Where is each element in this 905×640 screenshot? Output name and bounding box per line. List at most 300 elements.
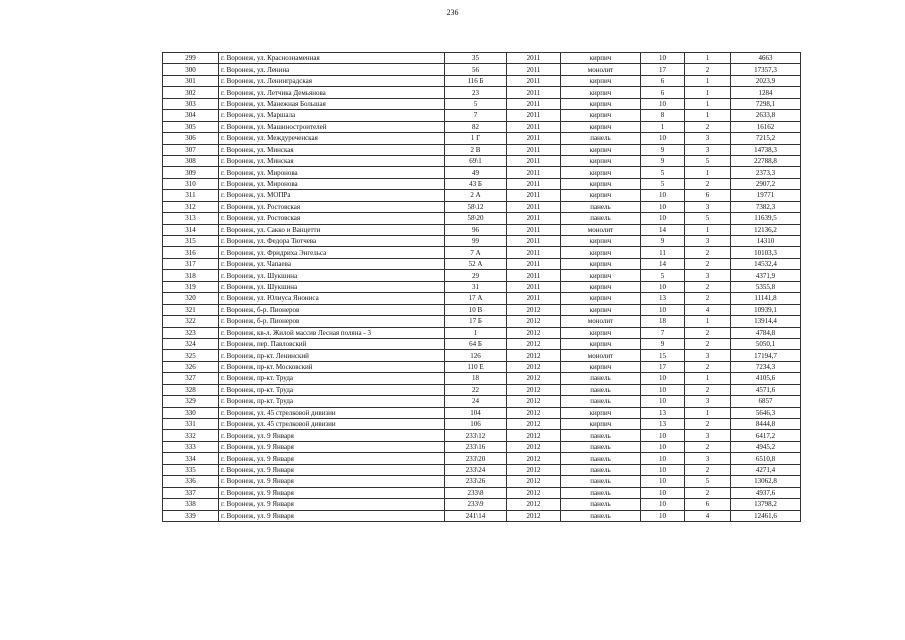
- entrances-cell: 4: [685, 304, 731, 315]
- year-cell: 2011: [507, 281, 561, 292]
- address-cell: г. Воронеж, ул. 9 Января: [219, 453, 445, 464]
- floors-cell: 10: [641, 53, 685, 64]
- house-number-cell: 82: [445, 121, 507, 132]
- floors-cell: 8: [641, 110, 685, 121]
- house-number-cell: 31: [445, 281, 507, 292]
- table-row: [163, 281, 801, 292]
- material-cell: кирпич: [561, 110, 641, 121]
- row-number: 310: [163, 178, 219, 189]
- material-cell: кирпич: [561, 361, 641, 372]
- entrances-cell: 2: [685, 441, 731, 452]
- floors-cell: 6: [641, 87, 685, 98]
- year-cell: 2011: [507, 87, 561, 98]
- floors-cell: 5: [641, 178, 685, 189]
- area-cell: 17194,7: [731, 350, 801, 361]
- area-cell: 2373,3: [731, 167, 801, 178]
- house-number-cell: 23: [445, 87, 507, 98]
- year-cell: 2012: [507, 373, 561, 384]
- house-number-cell: 233\16: [445, 441, 507, 452]
- floors-cell: 10: [641, 384, 685, 395]
- entrances-cell: 1: [685, 373, 731, 384]
- material-cell: кирпич: [561, 247, 641, 258]
- material-cell: кирпич: [561, 75, 641, 86]
- address-cell: г. Воронеж, пр-кт. Труда: [219, 373, 445, 384]
- material-cell: кирпич: [561, 327, 641, 338]
- row-number: 328: [163, 384, 219, 395]
- row-number: 299: [163, 53, 219, 64]
- entrances-cell: 2: [685, 384, 731, 395]
- address-cell: г. Воронеж, пер. Павловский: [219, 338, 445, 349]
- floors-cell: 13: [641, 419, 685, 430]
- material-cell: кирпич: [561, 144, 641, 155]
- house-number-cell: 233\26: [445, 476, 507, 487]
- floors-cell: 10: [641, 213, 685, 224]
- material-cell: монолит: [561, 224, 641, 235]
- floors-cell: 5: [641, 167, 685, 178]
- row-number: 325: [163, 350, 219, 361]
- row-number: 317: [163, 258, 219, 269]
- year-cell: 2012: [507, 464, 561, 475]
- address-cell: г. Воронеж, ул. 9 Января: [219, 464, 445, 475]
- material-cell: панель: [561, 453, 641, 464]
- row-number: 322: [163, 316, 219, 327]
- house-number-cell: 10 В: [445, 304, 507, 315]
- entrances-cell: 2: [685, 258, 731, 269]
- material-cell: панель: [561, 430, 641, 441]
- house-number-cell: 2 А: [445, 190, 507, 201]
- year-cell: 2011: [507, 247, 561, 258]
- year-cell: 2011: [507, 98, 561, 109]
- entrances-cell: 6: [685, 190, 731, 201]
- row-number: 306: [163, 133, 219, 144]
- year-cell: 2012: [507, 338, 561, 349]
- area-cell: 11639,5: [731, 213, 801, 224]
- entrances-cell: 2: [685, 64, 731, 75]
- floors-cell: 10: [641, 499, 685, 510]
- entrances-cell: 1: [685, 316, 731, 327]
- row-number: 324: [163, 338, 219, 349]
- entrances-cell: 6: [685, 499, 731, 510]
- address-cell: г. Воронеж, ул. Юлиуса Янониса: [219, 293, 445, 304]
- table-row: [163, 144, 801, 155]
- year-cell: 2012: [507, 487, 561, 498]
- entrances-cell: 2: [685, 419, 731, 430]
- house-number-cell: 18: [445, 373, 507, 384]
- table-row: [163, 258, 801, 269]
- table-row: [163, 430, 801, 441]
- year-cell: 2012: [507, 499, 561, 510]
- address-cell: г. Воронеж, ул. Минская: [219, 144, 445, 155]
- entrances-cell: 2: [685, 487, 731, 498]
- entrances-cell: 2: [685, 338, 731, 349]
- row-number: 316: [163, 247, 219, 258]
- entrances-cell: 2: [685, 361, 731, 372]
- row-number: 329: [163, 396, 219, 407]
- entrances-cell: 3: [685, 350, 731, 361]
- material-cell: панель: [561, 510, 641, 521]
- entrances-cell: 1: [685, 167, 731, 178]
- row-number: 333: [163, 441, 219, 452]
- house-number-cell: 7: [445, 110, 507, 121]
- address-cell: г. Воронеж, ул. Миронова: [219, 167, 445, 178]
- table-row: [163, 464, 801, 475]
- row-number: 337: [163, 487, 219, 498]
- row-number: 315: [163, 236, 219, 247]
- area-cell: 14310: [731, 236, 801, 247]
- table-row: [163, 316, 801, 327]
- area-cell: 1284: [731, 87, 801, 98]
- address-cell: г. Воронеж, ул. 9 Января: [219, 499, 445, 510]
- floors-cell: 10: [641, 281, 685, 292]
- area-cell: 12136,2: [731, 224, 801, 235]
- area-cell: 14532,4: [731, 258, 801, 269]
- house-number-cell: 106: [445, 419, 507, 430]
- year-cell: 2012: [507, 510, 561, 521]
- material-cell: панель: [561, 213, 641, 224]
- address-cell: г. Воронеж, ул. Сакко и Ванцетти: [219, 224, 445, 235]
- year-cell: 2011: [507, 110, 561, 121]
- address-cell: г. Воронеж, кв-л. Жилой массив Лесная поляна - 3: [219, 327, 445, 338]
- house-number-cell: 17 Б: [445, 316, 507, 327]
- house-number-cell: 17 А: [445, 293, 507, 304]
- table-row: [163, 304, 801, 315]
- table-row: [163, 133, 801, 144]
- entrances-cell: 1: [685, 75, 731, 86]
- area-cell: 5646,3: [731, 407, 801, 418]
- area-cell: 6417,2: [731, 430, 801, 441]
- area-cell: 6857: [731, 396, 801, 407]
- address-cell: г. Воронеж, ул. Фридриха Энгельса: [219, 247, 445, 258]
- material-cell: кирпич: [561, 178, 641, 189]
- material-cell: кирпич: [561, 258, 641, 269]
- row-number: 320: [163, 293, 219, 304]
- floors-cell: 10: [641, 464, 685, 475]
- house-number-cell: 52 А: [445, 258, 507, 269]
- year-cell: 2011: [507, 224, 561, 235]
- material-cell: кирпич: [561, 121, 641, 132]
- house-number-cell: 1 Г: [445, 133, 507, 144]
- floors-cell: 6: [641, 75, 685, 86]
- entrances-cell: 1: [685, 53, 731, 64]
- year-cell: 2012: [507, 350, 561, 361]
- floors-cell: 13: [641, 293, 685, 304]
- address-cell: г. Воронеж, б-р. Пионеров: [219, 304, 445, 315]
- table-row: [163, 487, 801, 498]
- entrances-cell: 1: [685, 407, 731, 418]
- house-number-cell: 7 А: [445, 247, 507, 258]
- address-cell: г. Воронеж, ул. МОПРа: [219, 190, 445, 201]
- floors-cell: 14: [641, 258, 685, 269]
- floors-cell: 10: [641, 190, 685, 201]
- material-cell: кирпич: [561, 53, 641, 64]
- area-cell: 13062,8: [731, 476, 801, 487]
- material-cell: панель: [561, 384, 641, 395]
- floors-cell: 10: [641, 133, 685, 144]
- year-cell: 2012: [507, 430, 561, 441]
- table-row: [163, 213, 801, 224]
- year-cell: 2012: [507, 327, 561, 338]
- floors-cell: 9: [641, 144, 685, 155]
- table-row: [163, 327, 801, 338]
- year-cell: 2012: [507, 453, 561, 464]
- year-cell: 2012: [507, 441, 561, 452]
- entrances-cell: 3: [685, 396, 731, 407]
- area-cell: 8444,8: [731, 419, 801, 430]
- house-number-cell: 233\12: [445, 430, 507, 441]
- row-number: 339: [163, 510, 219, 521]
- table-row: [163, 293, 801, 304]
- area-cell: 4784,8: [731, 327, 801, 338]
- table-row: [163, 110, 801, 121]
- material-cell: панель: [561, 133, 641, 144]
- table-row: [163, 236, 801, 247]
- area-cell: 2633,8: [731, 110, 801, 121]
- address-cell: г. Воронеж, ул. 45 стрелковой дивизии: [219, 419, 445, 430]
- material-cell: панель: [561, 441, 641, 452]
- floors-cell: 10: [641, 98, 685, 109]
- address-cell: г. Воронеж, пр-кт. Труда: [219, 396, 445, 407]
- material-cell: панель: [561, 201, 641, 212]
- material-cell: панель: [561, 464, 641, 475]
- area-cell: 4271,4: [731, 464, 801, 475]
- address-cell: г. Воронеж, ул. Ленина: [219, 64, 445, 75]
- year-cell: 2011: [507, 293, 561, 304]
- table-row: [163, 190, 801, 201]
- material-cell: кирпич: [561, 419, 641, 430]
- house-number-cell: 58\12: [445, 201, 507, 212]
- address-cell: г. Воронеж, ул. 45 стрелковой дивизии: [219, 407, 445, 418]
- row-number: 323: [163, 327, 219, 338]
- row-number: 334: [163, 453, 219, 464]
- address-cell: г. Воронеж, ул. Маршала: [219, 110, 445, 121]
- year-cell: 2011: [507, 201, 561, 212]
- area-cell: 7215,2: [731, 133, 801, 144]
- area-cell: 13914,4: [731, 316, 801, 327]
- entrances-cell: 2: [685, 327, 731, 338]
- row-number: 330: [163, 407, 219, 418]
- year-cell: 2011: [507, 178, 561, 189]
- area-cell: 4663: [731, 53, 801, 64]
- floors-cell: 5: [641, 270, 685, 281]
- address-cell: г. Воронеж, ул. Миронова: [219, 178, 445, 189]
- entrances-cell: 3: [685, 236, 731, 247]
- floors-cell: 13: [641, 407, 685, 418]
- address-cell: г. Воронеж, ул. Ростовская: [219, 201, 445, 212]
- table-row: [163, 64, 801, 75]
- row-number: 321: [163, 304, 219, 315]
- table-row: [163, 167, 801, 178]
- entrances-cell: 2: [685, 121, 731, 132]
- table-row: [163, 338, 801, 349]
- entrances-cell: 2: [685, 247, 731, 258]
- year-cell: 2012: [507, 476, 561, 487]
- row-number: 336: [163, 476, 219, 487]
- area-cell: 4937,6: [731, 487, 801, 498]
- house-number-cell: 233\24: [445, 464, 507, 475]
- address-cell: г. Воронеж, ул. Ленинградская: [219, 75, 445, 86]
- year-cell: 2011: [507, 133, 561, 144]
- year-cell: 2011: [507, 236, 561, 247]
- material-cell: кирпич: [561, 304, 641, 315]
- house-number-cell: 49: [445, 167, 507, 178]
- material-cell: кирпич: [561, 407, 641, 418]
- table-row: [163, 53, 801, 64]
- material-cell: кирпич: [561, 293, 641, 304]
- entrances-cell: 1: [685, 98, 731, 109]
- house-number-cell: 69\1: [445, 155, 507, 166]
- house-number-cell: 43 Б: [445, 178, 507, 189]
- table-row: [163, 201, 801, 212]
- area-cell: 16162: [731, 121, 801, 132]
- row-number: 327: [163, 373, 219, 384]
- material-cell: монолит: [561, 350, 641, 361]
- row-number: 304: [163, 110, 219, 121]
- year-cell: 2011: [507, 121, 561, 132]
- house-number-cell: 96: [445, 224, 507, 235]
- material-cell: кирпич: [561, 87, 641, 98]
- address-cell: г. Воронеж, пр-кт. Труда: [219, 384, 445, 395]
- house-number-cell: 1: [445, 327, 507, 338]
- floors-cell: 7: [641, 327, 685, 338]
- area-cell: 10939,1: [731, 304, 801, 315]
- table-row: [163, 350, 801, 361]
- row-number: 300: [163, 64, 219, 75]
- house-number-cell: 233\20: [445, 453, 507, 464]
- address-cell: г. Воронеж, ул. Минская: [219, 155, 445, 166]
- area-cell: 12461,6: [731, 510, 801, 521]
- year-cell: 2011: [507, 190, 561, 201]
- material-cell: кирпич: [561, 270, 641, 281]
- address-cell: г. Воронеж, ул. 9 Января: [219, 487, 445, 498]
- table-row: [163, 510, 801, 521]
- floors-cell: 10: [641, 510, 685, 521]
- house-number-cell: 126: [445, 350, 507, 361]
- year-cell: 2011: [507, 64, 561, 75]
- row-number: 314: [163, 224, 219, 235]
- year-cell: 2012: [507, 361, 561, 372]
- year-cell: 2012: [507, 304, 561, 315]
- address-cell: г. Воронеж, ул. Машиностроителей: [219, 121, 445, 132]
- house-number-cell: 2 В: [445, 144, 507, 155]
- table-row: [163, 224, 801, 235]
- area-cell: 4945,2: [731, 441, 801, 452]
- floors-cell: 10: [641, 430, 685, 441]
- house-number-cell: 22: [445, 384, 507, 395]
- year-cell: 2011: [507, 53, 561, 64]
- table-row: [163, 270, 801, 281]
- entrances-cell: 2: [685, 281, 731, 292]
- entrances-cell: 5: [685, 476, 731, 487]
- area-cell: 22788,8: [731, 155, 801, 166]
- material-cell: кирпич: [561, 155, 641, 166]
- address-cell: г. Воронеж, ул. Манежная Большая: [219, 98, 445, 109]
- entrances-cell: 3: [685, 144, 731, 155]
- entrances-cell: 4: [685, 510, 731, 521]
- area-cell: 7382,3: [731, 201, 801, 212]
- floors-cell: 10: [641, 201, 685, 212]
- year-cell: 2011: [507, 75, 561, 86]
- material-cell: кирпич: [561, 338, 641, 349]
- table-row: [163, 453, 801, 464]
- area-cell: 10103,3: [731, 247, 801, 258]
- page-number: 236: [446, 8, 459, 17]
- row-number: 312: [163, 201, 219, 212]
- area-cell: 5050,1: [731, 338, 801, 349]
- year-cell: 2012: [507, 316, 561, 327]
- floors-cell: 18: [641, 316, 685, 327]
- address-cell: г. Воронеж, ул. 9 Января: [219, 430, 445, 441]
- floors-cell: 10: [641, 373, 685, 384]
- address-cell: г. Воронеж, ул. Шукшина: [219, 270, 445, 281]
- house-number-cell: 56: [445, 64, 507, 75]
- row-number: 332: [163, 430, 219, 441]
- material-cell: монолит: [561, 316, 641, 327]
- address-cell: г. Воронеж, ул. 9 Января: [219, 510, 445, 521]
- material-cell: кирпич: [561, 236, 641, 247]
- area-cell: 2023,9: [731, 75, 801, 86]
- row-number: 302: [163, 87, 219, 98]
- house-number-cell: 104: [445, 407, 507, 418]
- row-number: 308: [163, 155, 219, 166]
- floors-cell: 14: [641, 224, 685, 235]
- entrances-cell: 1: [685, 110, 731, 121]
- house-number-cell: 5: [445, 98, 507, 109]
- area-cell: 7298,1: [731, 98, 801, 109]
- year-cell: 2011: [507, 213, 561, 224]
- house-number-cell: 241\14: [445, 510, 507, 521]
- row-number: 309: [163, 167, 219, 178]
- house-number-cell: 64 Б: [445, 338, 507, 349]
- address-cell: г. Воронеж, ул. Чапаева: [219, 258, 445, 269]
- entrances-cell: 1: [685, 224, 731, 235]
- table-row: [163, 419, 801, 430]
- material-cell: кирпич: [561, 167, 641, 178]
- row-number: 301: [163, 75, 219, 86]
- address-cell: г. Воронеж, ул. Ростовская: [219, 213, 445, 224]
- table-row: [163, 396, 801, 407]
- entrances-cell: 2: [685, 178, 731, 189]
- area-cell: 4571,6: [731, 384, 801, 395]
- table-row: [163, 384, 801, 395]
- area-cell: 19771: [731, 190, 801, 201]
- material-cell: панель: [561, 499, 641, 510]
- table-row: [163, 499, 801, 510]
- area-cell: 7234,3: [731, 361, 801, 372]
- year-cell: 2011: [507, 155, 561, 166]
- address-cell: г. Воронеж, ул. Краснознаменная: [219, 53, 445, 64]
- year-cell: 2011: [507, 167, 561, 178]
- floors-cell: 10: [641, 453, 685, 464]
- floors-cell: 9: [641, 338, 685, 349]
- address-cell: г. Воронеж, ул. Междуреченская: [219, 133, 445, 144]
- floors-cell: 10: [641, 304, 685, 315]
- row-number: 335: [163, 464, 219, 475]
- year-cell: 2011: [507, 270, 561, 281]
- floors-cell: 11: [641, 247, 685, 258]
- entrances-cell: 3: [685, 133, 731, 144]
- house-number-cell: 35: [445, 53, 507, 64]
- material-cell: кирпич: [561, 190, 641, 201]
- material-cell: панель: [561, 476, 641, 487]
- table-row: [163, 373, 801, 384]
- floors-cell: 9: [641, 236, 685, 247]
- floors-cell: 17: [641, 361, 685, 372]
- house-number-cell: 99: [445, 236, 507, 247]
- address-cell: г. Воронеж, ул. Шукшина: [219, 281, 445, 292]
- entrances-cell: 2: [685, 293, 731, 304]
- house-number-cell: 24: [445, 396, 507, 407]
- material-cell: панель: [561, 373, 641, 384]
